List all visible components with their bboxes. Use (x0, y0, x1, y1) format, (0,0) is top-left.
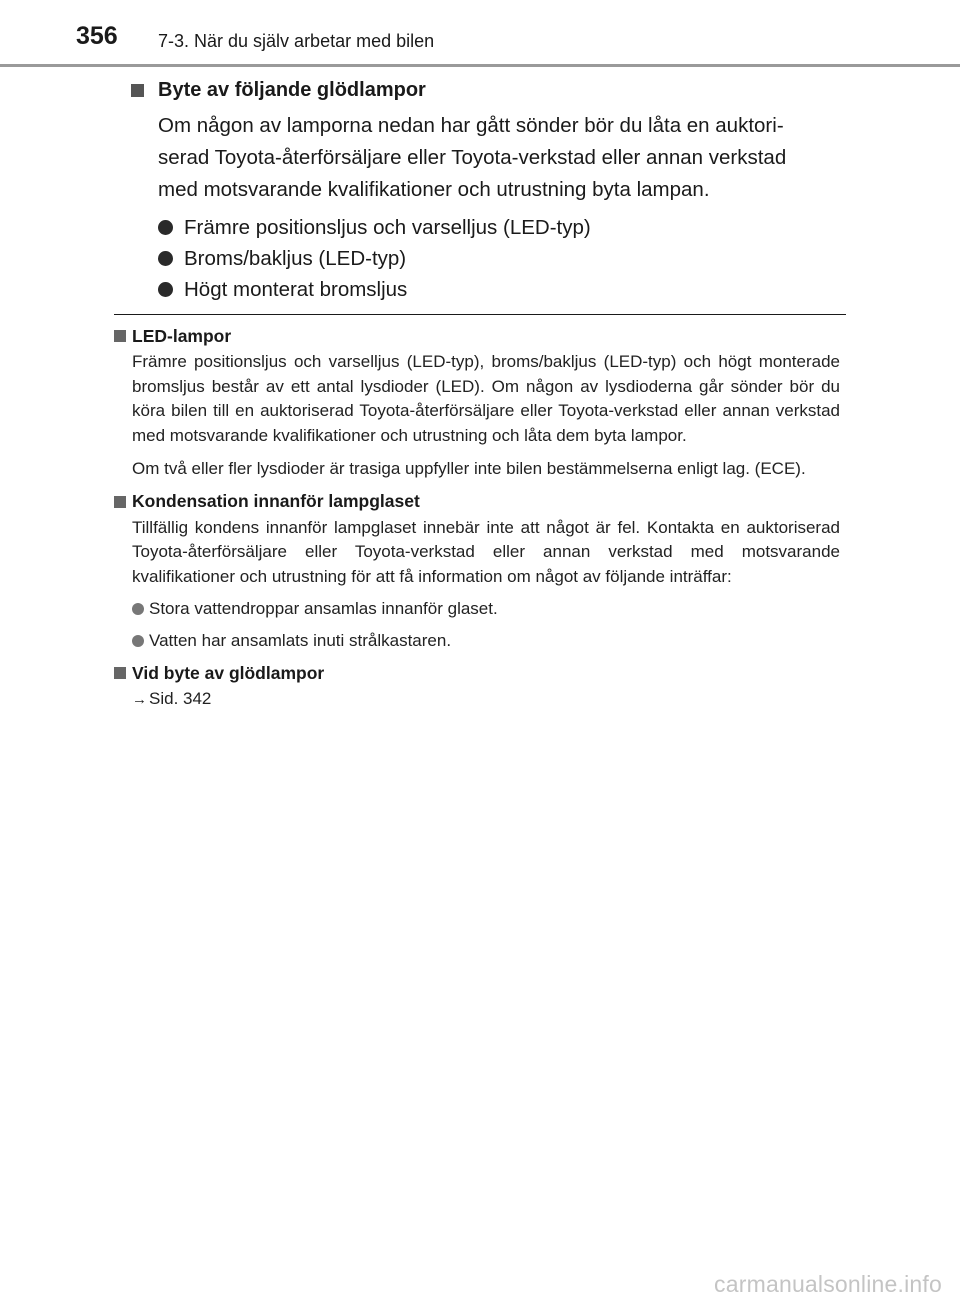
main-heading-text: Byte av följande glödlampor (158, 78, 426, 101)
note-bulb-replacement (114, 661, 840, 711)
note-condensation (114, 490, 840, 654)
round-bullet-icon (158, 220, 173, 235)
note-heading-text: LED-lampor (132, 325, 232, 346)
list-item (132, 629, 840, 653)
note-paragraph: Främre positionsljus och varselljus (LED-typ), broms/bakljus (LED-typ) och högt monterade bromsljus består av ett antal lysdioder (LED). Om någon av lysdioderna går sönder bör du köra bilen till en auktoriserad Toyota-återförsäljare eller Toyota-verkstad eller annan verkstad med motsvarande kvalifikationer och utrustning och låta dem byta lampor. (132, 352, 840, 445)
round-bullet-icon (132, 603, 144, 615)
main-section (131, 76, 846, 305)
square-bullet-icon (114, 330, 126, 342)
header-divider (0, 64, 960, 67)
note-heading (114, 661, 840, 685)
main-body-line: med motsvarande kvalifikationer och utrustning byta lampan. (158, 178, 710, 201)
list-item-text: Broms/bakljus (LED-typ) (184, 246, 407, 270)
round-bullet-icon (158, 251, 173, 266)
main-body (158, 110, 846, 206)
list-item (158, 243, 846, 274)
list-item-text: Högt monterat bromsljus (184, 277, 408, 301)
page-number: 356 (76, 22, 118, 50)
list-item-text: Stora vattendroppar ansamlas innanför glaset. (149, 599, 498, 618)
main-heading (131, 76, 846, 104)
main-body-line: Om någon av lamporna nedan har gått sönder bör du låta en auktori- (158, 114, 784, 137)
square-bullet-icon (114, 496, 126, 508)
note-heading-text: Kondensation innanför lampglaset (132, 491, 420, 511)
arrow-right-icon: → (132, 690, 147, 708)
note-heading (114, 324, 840, 348)
watermark: carmanualsonline.info (714, 1271, 942, 1297)
section-divider (114, 314, 846, 315)
list-item-text: Främre positionsljus och varselljus (LED-typ) (184, 215, 591, 239)
note-paragraph: Om två eller fler lysdioder är trasiga uppfyller inte bilen bestämmelserna enligt lag. (ECE). (132, 459, 806, 478)
chapter-title: 7-3. När du själv arbetar med bilen (158, 31, 435, 51)
main-bullet-list (158, 212, 846, 305)
notes-section (114, 324, 840, 719)
main-body-line: serad Toyota-återförsäljare eller Toyota-verkstad eller annan verkstad (158, 146, 787, 169)
page-reference-text: Sid. 342 (149, 689, 212, 708)
page-header (0, 0, 960, 70)
round-bullet-icon (132, 635, 144, 647)
square-bullet-icon (131, 84, 144, 97)
note-paragraph: Tillfällig kondens innanför lampglaset innebär inte att något är fel. Kontakta en auktoriserad Toyota-återförsäljare eller Toyota-verkstad eller annan verkstad med motsvarande kvalifikationer och utrustning för att få information om något av följande inträffar: (132, 517, 840, 586)
list-item (158, 274, 846, 305)
list-item-text: Vatten har ansamlats inuti strålkastaren. (149, 631, 452, 650)
note-heading (114, 490, 840, 514)
square-bullet-icon (114, 667, 126, 679)
note-heading-text: Vid byte av glödlampor (132, 662, 325, 683)
list-item (158, 212, 846, 243)
round-bullet-icon (158, 282, 173, 297)
note-led-lamps (114, 324, 840, 482)
page-reference[interactable] (132, 687, 840, 711)
list-item (132, 597, 840, 621)
